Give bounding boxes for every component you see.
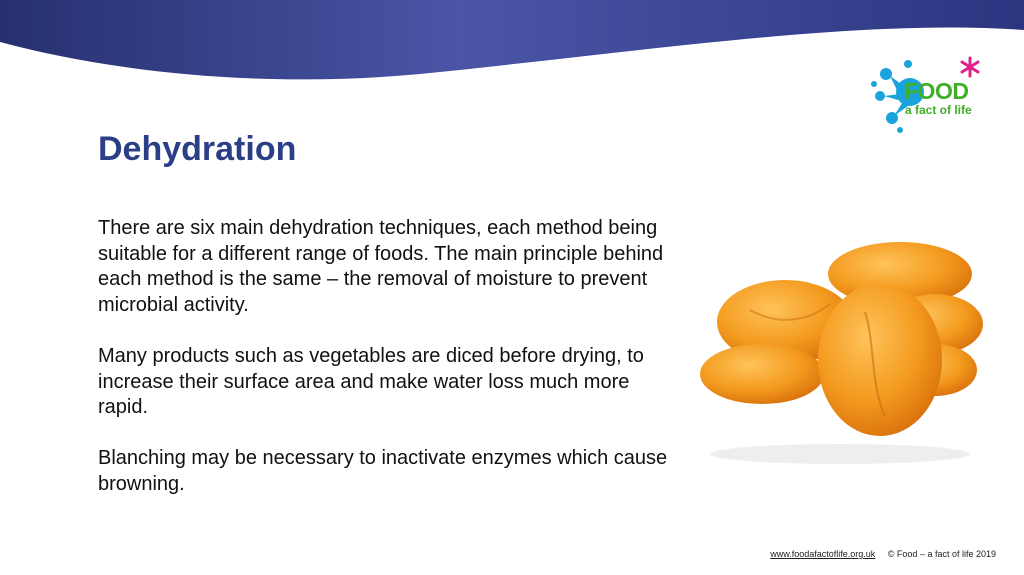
footer-copyright: © Food – a fact of life 2019 bbox=[887, 549, 996, 559]
slide-body bbox=[98, 216, 678, 523]
slide-title: Dehydration bbox=[98, 130, 297, 168]
dried-apricots-image bbox=[690, 232, 990, 472]
paragraph-blanching: Blanching may be necessary to inactivate enzymes which cause browning. bbox=[98, 447, 668, 495]
paragraph-diced: Many products such as vegetables are diced before drying, to increase their surface area and make water loss much more rapid. bbox=[98, 344, 644, 419]
logo-word: FOOD bbox=[904, 78, 969, 104]
footer bbox=[770, 549, 996, 559]
logo-tagline: a fact of life bbox=[905, 103, 972, 117]
paragraph-techniques: There are six main dehydration techniques, each method being suitable for a different range of foods. The main principle behind each method is the same – the removal of moisture to prevent microbial activity. bbox=[98, 217, 664, 316]
asterisk-icon bbox=[962, 58, 978, 76]
footer-website-link[interactable]: www.foodafactoflife.org.uk bbox=[770, 549, 876, 559]
